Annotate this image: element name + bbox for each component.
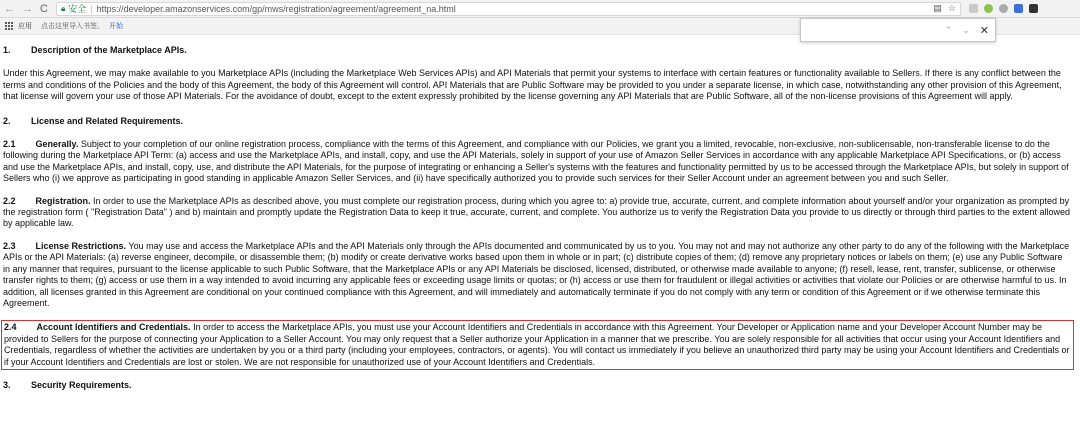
forward-arrow-icon[interactable]: → <box>22 2 33 15</box>
subsection-number: 2.2 <box>3 195 16 206</box>
section-title: License and Related Requirements. <box>31 115 184 126</box>
extension-shield-icon[interactable] <box>969 4 978 13</box>
find-bar <box>800 18 996 42</box>
subsection-body: In order to use the Marketplace APIs as described above, you must complete our registration process, during which you agree to: a) provide true, accurate, current, and complete information about yourself and/or your organization as prompted by the registration form ( "Registration Data" ) and b) maintain and promptly update the Registration Data to keep it true, accurate, current, and complete. You authorize us to verify the Registration Data you provide to us directly or through third parties to the extent allowed by applicable law. <box>3 195 1070 229</box>
bookmark-start-link[interactable]: 开始 <box>109 23 123 30</box>
subsection-body: In order to access the Marketplace APIs, you must use your Account Identifiers and Credentials in accordance with this Agreement. Your Developer or Application name and your Developer Account Number may be provided to Sellers for the purpose of connecting your Application to a Seller Account. You may only request that a Seller authorize your Application in a manner that we prescribe. You are solely responsible for all activities that occur using your Account Identifiers and Credentials, regardless of whether the activities are undertaken by you or a third party (including your employees, contractors, or agents). You will contact us immediately if you believe an unauthorized third party may be using your Account Identifiers and Credentials or if your Account Identifiers and Credentials are lost or stolen. We are not responsible for unauthorized use of your Account Identifiers and Credentials. <box>4 322 1070 367</box>
highlight-box <box>1 320 1074 370</box>
subsection-2-3 <box>3 241 1070 309</box>
divider: | <box>90 3 93 14</box>
star-icon[interactable]: ☆ <box>947 3 956 13</box>
section-number: 1. <box>3 45 11 55</box>
agreement-content <box>0 36 1080 430</box>
apps-icon[interactable] <box>5 22 13 30</box>
subsection-title: Registration. <box>35 195 91 206</box>
subsection-number: 2.1 <box>3 139 16 150</box>
security-label: 安全 <box>68 4 87 14</box>
section-heading <box>3 45 1070 56</box>
browser-toolbar <box>0 0 1080 18</box>
subsection-number: 2.4 <box>4 322 17 333</box>
address-bar[interactable] <box>56 2 961 16</box>
subsection-2-2 <box>3 196 1070 230</box>
url-text: developer.amazonservices.com/gp/mws/registration/agreement/agreement_na.html <box>123 3 456 14</box>
extension-icons <box>969 4 1038 13</box>
reload-icon[interactable]: C <box>40 2 48 15</box>
omnibox-icons <box>933 3 956 14</box>
section-title: Description of the Marketplace APIs. <box>31 45 187 55</box>
url-scheme: https:// <box>96 3 124 14</box>
section-title: Security Requirements. <box>31 379 132 390</box>
extension-blue-icon[interactable] <box>1014 4 1023 13</box>
section-number: 3. <box>3 379 11 390</box>
apps-label[interactable]: 应用 <box>18 23 32 30</box>
find-input[interactable] <box>807 23 935 37</box>
extension-dark-icon[interactable] <box>1029 4 1038 13</box>
extension-gray-icon[interactable] <box>999 4 1008 13</box>
page-icon[interactable]: ▤ <box>933 3 942 13</box>
subsection-title: Account Identifiers and Credentials. <box>36 322 191 333</box>
section-paragraph: Under this Agreement, we may make available to you Marketplace APIs (including the Marketplace Web Services APIs) and API Materials that permit your systems to interface with certain features or functionality available to Sellers. If there is any conflict between the terms and conditions of the Policies and the body of this Agreement, the body of this Agreement will control. API Materials that are Public Software may be provided to you under a separate license, in which case, notwithstanding any other provision of this Agreement, that license will govern your use of those API Materials. For the avoidance of doubt, except to the extent expressly prohibited by the license governing any API Materials that are Public Software, all of the non-license provisions of this Agreement will apply. <box>3 68 1062 102</box>
subsection-body: You may use and access the Marketplace APIs and the API Materials only through the APIs documented and communicated by us to you. You may not and may not authorize any other party to do any of the following with the Marketplace APIs or the API Materials: (a) reverse engineer, decompile, or disassemble them; (b) modify or create derivative works based upon them in whole or in part; (c) distribute copies of them; (d) remove any proprietary notices or labels on them; (e) use any Public Software in any manner that requires, pursuant to the license applicable to such Public Software, that the Marketplace APIs or any API Materials be disclosed, licensed, distributed, or otherwise made available to anyone; (f) resell, lease, rent, transfer, sublicense, or otherwise transfer rights to them; (g) access or use them in a way intended to avoid incurring any applicable fees or exceeding usage limits or quotas; or (h) access or use them for fraudulent or illegal activities or activities that violate our Policies or are otherwise harmful to us. In addition, all licenses granted in this Agreement are conditional on your continued compliance with this Agreement, and will immediately and automatically terminate if you do not comply with any term or condition of this Agreement or if we otherwise terminate this Agreement. <box>3 240 1070 308</box>
nav-buttons <box>4 3 48 15</box>
find-next-icon[interactable]: ⌄ <box>962 24 970 35</box>
find-close-icon[interactable]: ✕ <box>979 24 989 37</box>
section-heading <box>3 116 1070 127</box>
section-number: 2. <box>3 115 11 126</box>
back-arrow-icon[interactable]: ← <box>4 2 15 15</box>
lock-icon: 🔒︎ <box>60 3 66 13</box>
subsection-title: License Restrictions. <box>35 240 127 251</box>
extension-green-icon[interactable] <box>984 4 993 13</box>
section-heading <box>3 380 1070 391</box>
subsection-body: Subject to your completion of our online registration process, compliance with the terms of this Agreement, and compliance with our Policies, we grant you a limited, revocable, non-exclusive, non-sublicensable, non-transferable license to do the following during the Marketplace API Term: (a) access and use the Marketplace APIs, and install, copy, and use the API Materials, solely in support of your use of Amazon Seller Services in accordance with any applicable Marketplace API Specifications, or (b) access and use the Marketplace APIs, and install, copy, use, and distribute the API Materials, for the purpose of integrating or enhancing a Seller's systems with the features and functionality permitted by us to be accessed through the Marketplace APIs, but solely in support of Sellers who (i) we approve as participating in good standing in applicable Amazon Seller Services, and (ii) have specifically authorized you to provide such services for their Seller Account under an agreement between you and such Seller. <box>3 139 1069 184</box>
subsection-number: 2.3 <box>3 240 16 251</box>
subsection-2-1 <box>3 139 1070 185</box>
subsection-title: Generally. <box>35 139 79 150</box>
find-previous-icon[interactable]: ⌃ <box>944 24 953 35</box>
bookmark-import-hint: 点击这里导入书签。 <box>41 23 104 30</box>
